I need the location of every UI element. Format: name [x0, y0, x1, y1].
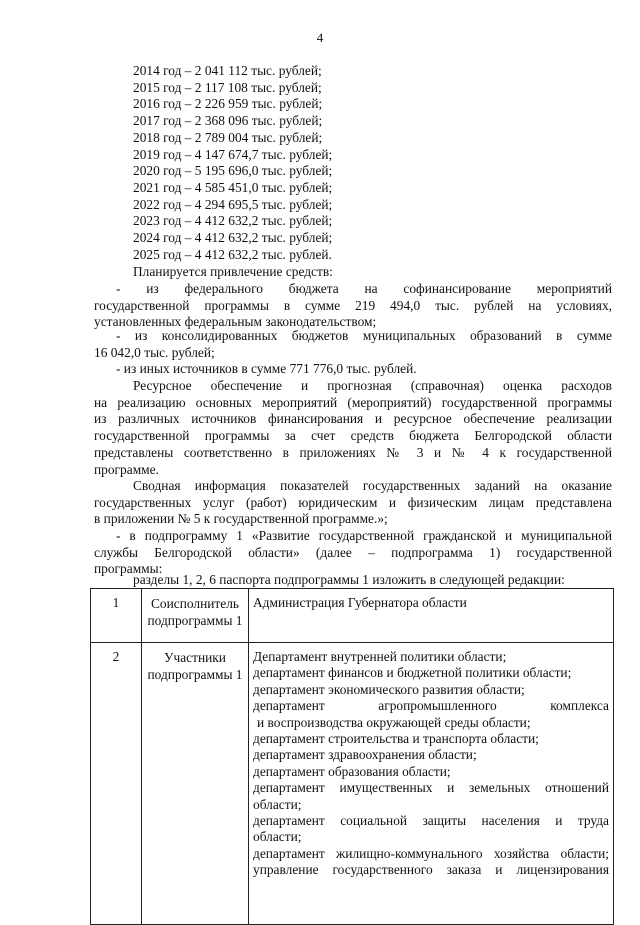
budget-year-item: 2022 год – 4 294 695,5 тыс. рублей;	[133, 196, 333, 212]
participant-line: департамент жилищно-коммунального хозяйства области;	[253, 845, 609, 861]
participant-line: департамент здравоохранения области;	[253, 747, 477, 763]
participant-line: департамент имущественных и земельных отношений	[253, 780, 609, 796]
budget-year-item: 2025 год – 4 412 632,2 тыс. рублей.	[133, 246, 332, 262]
resource-line: государственной программы за счет средств бюджета Белгородской области	[94, 428, 612, 444]
budget-year-item: 2024 год – 4 412 632,2 тыс. рублей;	[133, 230, 333, 246]
budget-year-item: 2017 год – 2 368 096 тыс. рублей;	[133, 113, 323, 129]
summary-line: в приложении № 5 к государственной программе.»;	[94, 511, 388, 527]
budget-year-item: 2014 год – 2 041 112 тыс. рублей;	[133, 63, 322, 78]
subprogram-paragraph	[94, 528, 612, 578]
participant-line: департамент финансов и бюджетной политики области;	[253, 665, 572, 681]
subprogram-line: - в подпрограмму 1 «Развитие государственной гражданской и муниципальной	[116, 528, 612, 543]
resource-paragraph	[94, 378, 612, 478]
passport-table-wrapper	[90, 588, 614, 925]
row-value: Администрация Губернатора области	[249, 589, 614, 643]
participant-line: области;	[253, 796, 302, 812]
table-row	[91, 643, 614, 925]
other-sources: - из иных источников в сумме 771 776,0 тыс. рублей.	[116, 361, 417, 376]
resource-line: на реализацию основных мероприятий (мероприятий) государственной программы	[94, 394, 612, 410]
federal-line: государственной программы в сумме 219 494,0 тыс. рублей на условиях,	[94, 297, 612, 313]
resource-line: из различных источников финансирования и ресурсное обеспечение реализации	[94, 411, 612, 427]
sections-line: разделы 1, 2, 6 паспорта подпрограммы 1 изложить в следующей редакции:	[133, 572, 565, 587]
federal-line: установленных федеральным законодательством;	[94, 314, 377, 330]
participant-line: департамент строительства и транспорта области;	[253, 731, 539, 747]
municipal-line: - из консолидированных бюджетов муниципальных образований в сумме	[116, 328, 612, 343]
resource-line: программе.	[94, 461, 159, 477]
table-row	[91, 589, 614, 643]
participant-line: и воспроизводства окружающей среды области;	[257, 714, 531, 730]
summary-line: государственных услуг (работ) юридическим и физическим лицам представлена	[94, 494, 612, 510]
subprogram-line: службы Белгородской области» (далее – подпрограмма 1) государственной	[94, 544, 612, 560]
municipal-paragraph	[94, 328, 612, 361]
budget-year-item: 2016 год – 2 226 959 тыс. рублей;	[133, 96, 323, 112]
participant-line: департамент агропромышленного комплекса	[253, 698, 609, 714]
row-value	[249, 643, 614, 925]
page-number: 4	[316, 30, 324, 45]
row-label: Соисполнитель подпрограммы 1	[142, 589, 249, 643]
resource-line: Ресурсное обеспечение и прогнозная (справочная) оценка расходов	[133, 378, 612, 393]
participant-line: департамент образования области;	[253, 763, 451, 779]
planned-intro: Планируется привлечение средств:	[133, 264, 333, 279]
budget-year-item: 2018 год – 2 789 004 тыс. рублей;	[133, 129, 323, 145]
municipal-line: 16 042,0 тыс. рублей;	[94, 344, 215, 360]
budget-year-item: 2015 год – 2 117 108 тыс. рублей;	[133, 79, 322, 95]
subprogram-line: программы:	[94, 561, 163, 577]
row-number: 1	[91, 589, 142, 643]
budget-year-item: 2019 год – 4 147 674,7 тыс. рублей;	[133, 146, 333, 162]
federal-budget-paragraph	[94, 281, 612, 331]
participant-line: управление государственного заказа и лицензирования	[253, 862, 609, 878]
row-number: 2	[91, 643, 142, 925]
participant-line: департамент социальной защиты населения и труда	[253, 813, 609, 829]
budget-year-item: 2021 год – 4 585 451,0 тыс. рублей;	[133, 179, 333, 195]
passport-table	[90, 588, 614, 925]
participant-line: Департамент внутренней политики области;	[253, 649, 507, 664]
summary-paragraph	[94, 478, 612, 528]
budget-year-item: 2020 год – 5 195 696,0 тыс. рублей;	[133, 163, 333, 179]
federal-line: - из федерального бюджета на софинансирование мероприятий	[116, 281, 612, 296]
participant-line: департамент экономического развития области;	[253, 681, 525, 697]
budget-years-list	[133, 63, 332, 263]
budget-year-item: 2023 год – 4 412 632,2 тыс. рублей;	[133, 213, 333, 229]
summary-line: Сводная информация показателей государственных заданий на оказание	[133, 478, 612, 493]
row-label: Участники подпрограммы 1	[142, 643, 249, 925]
resource-line: представлены соответственно в приложениях № 3 и № 4 к государственной	[94, 444, 612, 460]
participant-line: области;	[253, 829, 302, 845]
